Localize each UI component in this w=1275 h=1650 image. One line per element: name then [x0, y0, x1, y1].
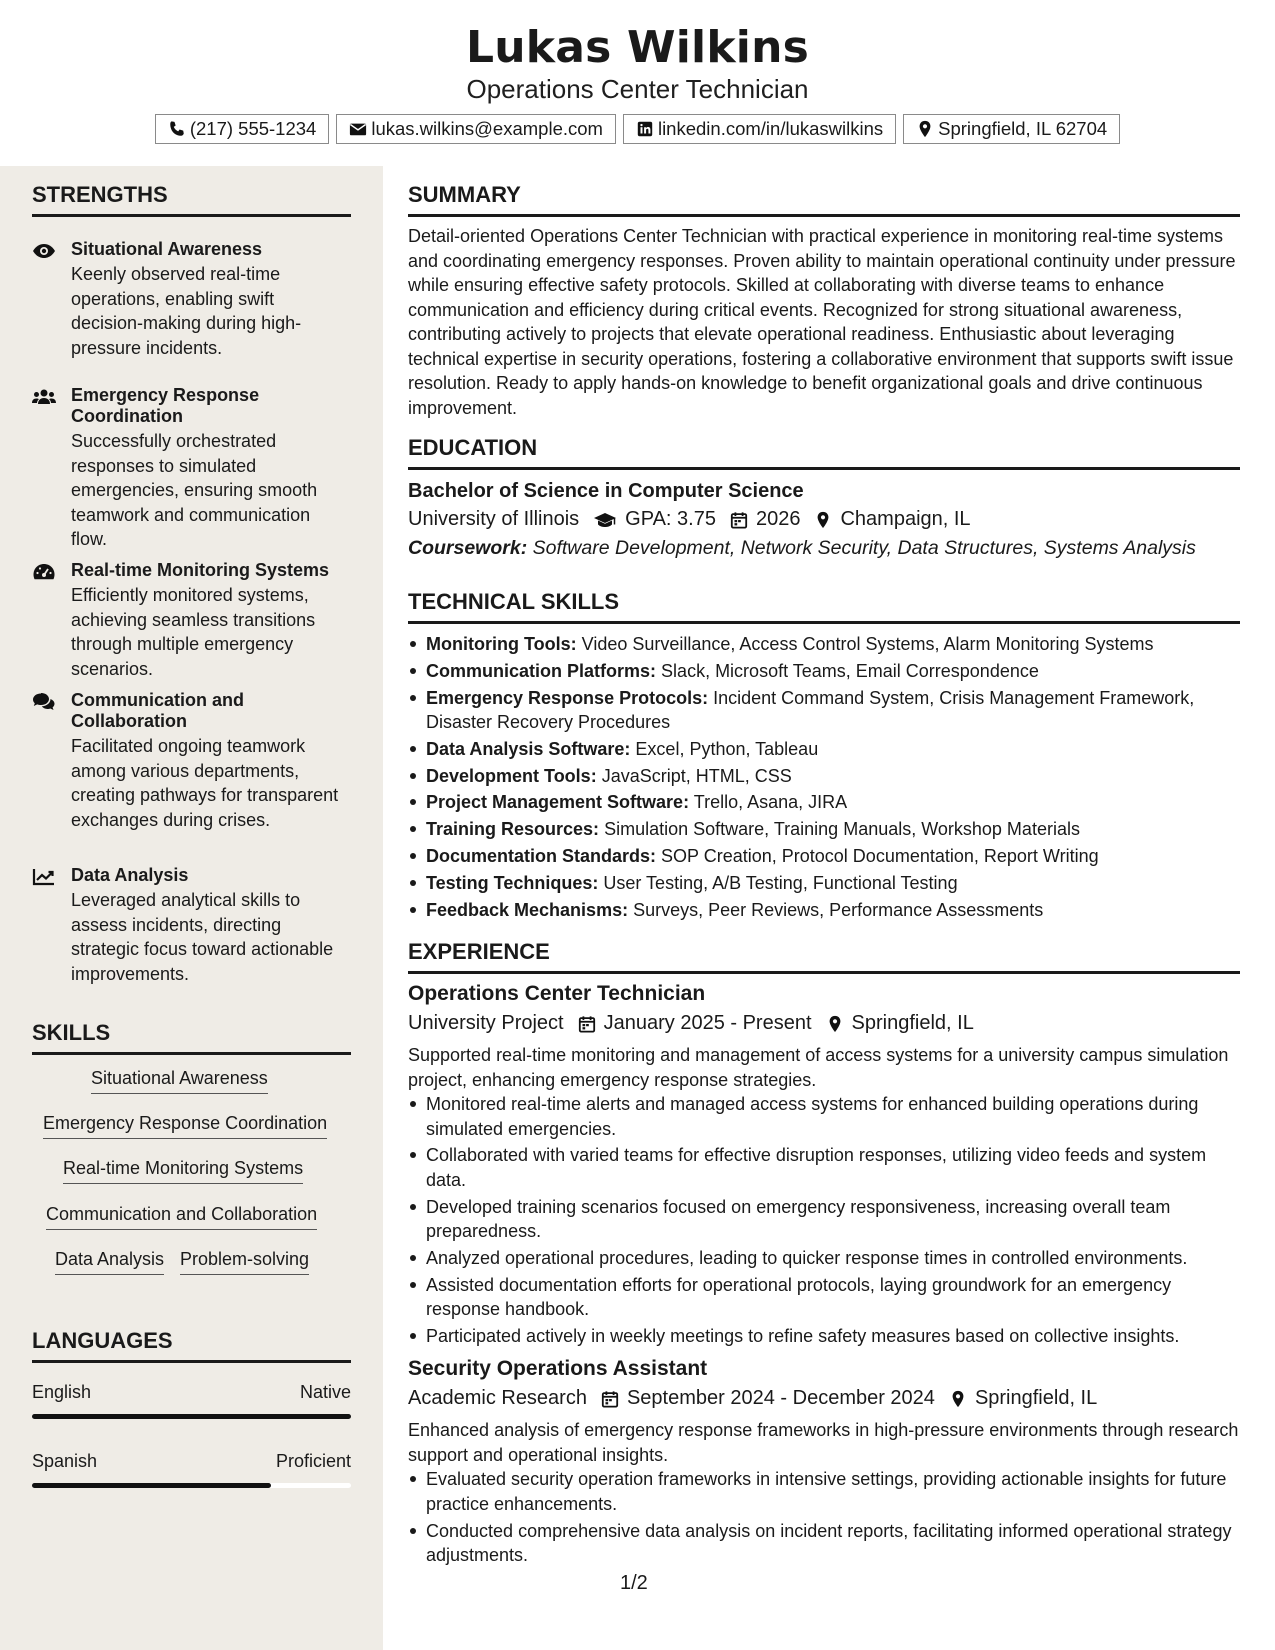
chart-line-icon	[32, 867, 56, 887]
skill-category: Monitoring Tools:	[426, 634, 577, 654]
skill-tag: Real-time Monitoring Systems	[63, 1158, 303, 1184]
strength-item	[32, 385, 351, 552]
comments-icon	[32, 692, 56, 712]
job-summary: Supported real-time monitoring and management of access systems for a university campus simulation project, enhancing emergency response strategies.	[408, 1045, 1229, 1090]
list-item: Collaborated with varied teams for effective disruption responses, utilizing video feeds and system data.	[408, 1143, 1240, 1192]
education-heading: EDUCATION	[408, 435, 1240, 470]
strength-item	[32, 865, 351, 986]
users-icon	[32, 387, 56, 407]
email-text: lukas.wilkins@example.com	[371, 118, 603, 139]
list-item	[408, 898, 1240, 923]
strength-title: Real-time Monitoring Systems	[71, 560, 330, 580]
strengths-section	[32, 182, 351, 984]
skills-section	[32, 1020, 351, 1269]
skill-values: Excel, Python, Tableau	[635, 738, 819, 759]
skill-values: Video Surveillance, Access Control Systems, Alarm Monitoring Systems	[581, 634, 1154, 654]
list-item	[408, 686, 1240, 735]
phone-text: (217) 555-1234	[189, 118, 317, 139]
list-item	[408, 764, 1240, 789]
school-name: University of Illinois	[408, 508, 580, 530]
candidate-name: Lukas Wilkins	[466, 22, 809, 73]
job-dates: September 2024 - December 2024	[626, 1387, 935, 1410]
school-location: Champaign, IL	[840, 508, 971, 530]
graduation-cap-icon	[593, 510, 617, 530]
skill-category: Data Analysis Software:	[426, 738, 631, 759]
list-item: Monitored real-time alerts and managed access systems for enhanced building operations during simulated emergencies.	[408, 1092, 1240, 1141]
skills-heading: SKILLS	[32, 1020, 351, 1055]
list-item: Conducted comprehensive data analysis on incident reports, facilitating informed operational strategy adjustments.	[408, 1519, 1240, 1568]
language-bar	[32, 1483, 351, 1488]
envelope-icon	[349, 120, 367, 138]
skill-tag: Data Analysis	[55, 1249, 164, 1275]
email-chip[interactable]	[336, 114, 616, 144]
strengths-heading: STRENGTHS	[32, 182, 351, 217]
job-meta	[408, 1012, 1240, 1035]
skill-values: Trello, Asana, JIRA	[693, 792, 848, 813]
coursework	[408, 537, 1240, 560]
job-title: Operations Center Technician	[408, 982, 706, 1005]
experience-section	[408, 939, 1240, 1570]
skill-category: Training Resources:	[426, 819, 600, 840]
coursework-label: Coursework:	[408, 537, 528, 559]
calendar-icon	[601, 1389, 619, 1409]
skill-values: Surveys, Peer Reviews, Performance Assessments	[633, 899, 1044, 920]
summary-section	[408, 182, 1240, 420]
job-bullets	[408, 1467, 1240, 1567]
coursework-text: Software Development, Network Security, Data Structures, Systems Analysis	[532, 537, 1196, 559]
list-item	[408, 817, 1240, 842]
languages-heading: LANGUAGES	[32, 1328, 351, 1363]
job-summary: Enhanced analysis of emergency response frameworks in high-pressure environments through research support and operational insights.	[408, 1420, 1239, 1465]
map-pin-icon	[916, 120, 934, 138]
language-name: English	[32, 1382, 92, 1402]
skill-category: Testing Techniques:	[426, 872, 599, 893]
skill-values: Simulation Software, Training Manuals, Workshop Materials	[604, 819, 1080, 840]
candidate-title: Operations Center Technician	[466, 74, 809, 104]
eye-icon	[32, 241, 56, 261]
skill-values: Slack, Microsoft Teams, Email Correspondence	[661, 660, 1039, 681]
degree-title: Bachelor of Science in Computer Science	[408, 480, 804, 502]
skill-tag: Communication and Collaboration	[46, 1204, 317, 1230]
job-bullets	[408, 1092, 1240, 1348]
list-item: Developed training scenarios focused on emergency responsiveness, increasing overall team preparedness.	[408, 1195, 1240, 1244]
language-bar-fill	[32, 1414, 351, 1419]
education-section	[408, 435, 1240, 560]
language-row	[32, 1382, 351, 1403]
summary-text: Detail-oriented Operations Center Technician with practical experience in monitoring real-time systems and coordinating emergency responses. Proven ability to maintain operational continuity under pressure while ensuring effective safety protocols. Skilled at collaborating with diverse teams to enhance communication and efficiency during critical events. Recognized for strong situational awareness, contributing actively to projects that elevate operational readiness. Enthusiastic about leveraging technical expertise in security operations, fostering a collaborative environment that supports swift issue resolution. Ready to apply hands-on knowledge to benefit organizational goals and drive continuous improvement.	[408, 226, 1236, 418]
language-bar-fill	[32, 1483, 271, 1488]
gpa-text: GPA: 3.75	[625, 508, 716, 530]
location-chip[interactable]	[903, 114, 1120, 144]
calendar-icon	[578, 1014, 596, 1034]
job-org: Academic Research	[408, 1387, 587, 1410]
education-meta	[408, 508, 1240, 531]
skill-values: User Testing, A/B Testing, Functional Testing	[603, 872, 958, 893]
skill-category: Communication Platforms:	[426, 660, 657, 681]
job-dates: January 2025 - Present	[603, 1012, 812, 1034]
skill-tag: Problem-solving	[180, 1249, 309, 1275]
phone-icon	[168, 120, 186, 138]
job-org: University Project	[408, 1012, 564, 1034]
list-item: Participated actively in weekly meetings to refine safety measures based on collective insights.	[408, 1324, 1240, 1349]
job-title: Security Operations Assistant	[408, 1357, 708, 1381]
language-name: Spanish	[32, 1451, 98, 1471]
skill-category: Emergency Response Protocols:	[426, 687, 709, 708]
skill-tag: Emergency Response Coordination	[43, 1113, 327, 1139]
language-bar	[32, 1414, 351, 1419]
languages-section	[32, 1328, 351, 1471]
map-pin-icon	[949, 1389, 967, 1409]
list-item	[408, 659, 1240, 684]
list-item: Assisted documentation efforts for operational protocols, laying groundwork for an emergency response handbook.	[408, 1273, 1240, 1322]
gauge-icon	[32, 562, 56, 582]
list-item: Analyzed operational procedures, leading to quicker response times in controlled environments.	[408, 1246, 1240, 1271]
page-number: 1/2	[620, 1572, 648, 1594]
skill-category: Documentation Standards:	[426, 846, 657, 867]
calendar-icon	[730, 510, 748, 530]
skill-tag: Situational Awareness	[91, 1068, 268, 1094]
job-entry	[408, 1357, 1240, 1567]
technical-skills-heading: TECHNICAL SKILLS	[408, 589, 1240, 624]
strength-desc: Efficiently monitored systems, achieving seamless transitions through multiple emergency scenarios.	[71, 585, 316, 679]
strength-title: Data Analysis	[71, 865, 189, 885]
list-item	[408, 871, 1240, 896]
strength-title: Communication and Collaboration	[71, 690, 245, 731]
map-pin-icon	[826, 1014, 844, 1034]
language-row	[32, 1451, 351, 1472]
resume-header	[0, 0, 1275, 166]
phone-chip[interactable]	[155, 114, 330, 144]
skill-category: Feedback Mechanisms:	[426, 899, 629, 920]
technical-skills-section	[408, 589, 1240, 924]
linkedin-text: linkedin.com/in/lukaswilkins	[657, 118, 884, 139]
linkedin-chip[interactable]	[623, 114, 896, 144]
skill-values: JavaScript, HTML, CSS	[601, 765, 792, 786]
map-pin-icon	[814, 510, 832, 530]
location-text: Springfield, IL 62704	[938, 118, 1108, 139]
strength-title: Situational Awareness	[71, 239, 263, 259]
list-item: Evaluated security operation frameworks in intensive settings, providing actionable insights for future practice enhancements.	[408, 1467, 1240, 1516]
strength-item	[32, 239, 351, 360]
job-meta	[408, 1387, 1240, 1410]
summary-heading: SUMMARY	[408, 182, 1240, 217]
skill-values: Incident Command System, Crisis Management Framework, Disaster Recovery Procedures	[426, 687, 1195, 733]
strength-item	[32, 560, 351, 681]
sidebar	[0, 166, 383, 1650]
strength-desc: Leveraged analytical skills to assess incidents, directing strategic focus toward actionable improvements.	[71, 890, 334, 984]
list-item	[408, 790, 1240, 815]
skill-category: Development Tools:	[426, 765, 597, 786]
experience-heading: EXPERIENCE	[408, 939, 1240, 974]
strength-desc: Keenly observed real-time operations, enabling swift decision-making during high-pressure incidents.	[71, 264, 302, 358]
list-item	[408, 632, 1240, 657]
strength-item	[32, 690, 351, 832]
job-entry	[408, 982, 1240, 1348]
job-location: Springfield, IL	[974, 1387, 1098, 1410]
skill-category: Project Management Software:	[426, 792, 690, 813]
contact-bar	[0, 114, 1275, 144]
list-item	[408, 737, 1240, 762]
strength-title: Emergency Response Coordination	[71, 385, 260, 426]
skill-values: SOP Creation, Protocol Documentation, Report Writing	[661, 846, 1099, 867]
job-location: Springfield, IL	[851, 1012, 974, 1034]
graduation-year: 2026	[755, 508, 801, 530]
linkedin-icon	[636, 120, 654, 138]
technical-skills-list	[408, 632, 1240, 922]
list-item	[408, 844, 1240, 869]
strength-desc: Facilitated ongoing teamwork among various departments, creating pathways for transparent exchanges during crises.	[71, 736, 339, 830]
language-level: Proficient	[275, 1451, 351, 1471]
language-level: Native	[299, 1382, 351, 1402]
strength-desc: Successfully orchestrated responses to simulated emergencies, ensuring smooth teamwork and communication flow.	[71, 431, 318, 549]
